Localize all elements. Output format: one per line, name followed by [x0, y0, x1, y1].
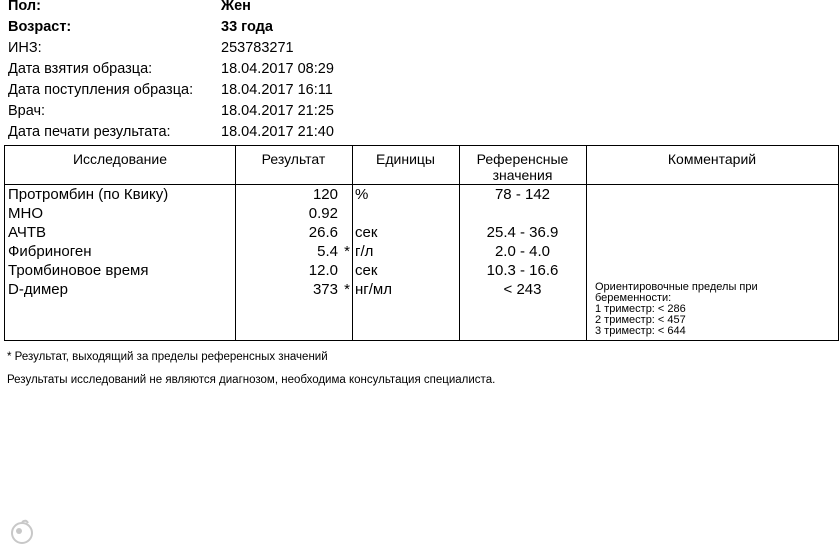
table-row — [5, 185, 838, 204]
test-unit: сек — [355, 262, 378, 279]
doctor-row — [8, 101, 608, 122]
test-name: Тромбиновое время — [8, 262, 149, 279]
print-date-value: 18.04.2017 21:40 — [221, 124, 334, 140]
test-reference: < 243 — [503, 281, 542, 298]
sample-received-row — [8, 80, 608, 101]
comment-line: 3 триместр: < 644 — [595, 325, 686, 337]
inz-row — [8, 38, 608, 59]
doctor-value: 18.04.2017 21:25 — [221, 103, 334, 119]
test-name: МНО — [8, 205, 43, 222]
sample-received-value: 18.04.2017 16:11 — [221, 82, 333, 98]
sample-taken-label: Дата взятия образца: — [8, 61, 153, 77]
header-comment: Комментарий — [667, 151, 757, 167]
comment-line: 1 триместр: < 286 — [595, 303, 686, 315]
sample-received-label: Дата поступления образца: — [8, 82, 194, 98]
test-name: Протромбин (по Квику) — [8, 186, 169, 203]
test-value: 120 — [312, 186, 338, 203]
out-of-range-flag: * — [344, 281, 350, 298]
table-row — [5, 261, 838, 280]
test-unit: % — [355, 186, 369, 203]
sex-value: Жен — [221, 0, 251, 14]
print-date-row — [8, 122, 608, 143]
age-value: 33 года — [221, 19, 273, 35]
inz-value: 253783271 — [221, 40, 294, 56]
out-of-range-note: * Результат, выходящий за пределы референсных значений — [7, 351, 328, 363]
results-table — [4, 145, 839, 341]
test-value: 26.6 — [308, 224, 338, 241]
disclaimer-note: Результаты исследований не являются диагнозом, необходима консультация специалиста. — [7, 374, 496, 386]
test-reference: 10.3 - 16.6 — [486, 262, 559, 279]
sex-label: Пол: — [8, 0, 41, 14]
comment-line: беременности: — [595, 292, 672, 304]
table-row — [5, 223, 838, 242]
print-date-label: Дата печати результата: — [8, 124, 171, 140]
test-value: 373 — [312, 281, 338, 298]
header-reference-line2: значения — [492, 167, 553, 183]
test-name: Фибриноген — [8, 243, 92, 260]
d-dimer-comment — [595, 282, 835, 337]
age-row — [8, 17, 608, 38]
test-unit: г/л — [355, 243, 374, 260]
comment-line: 2 триместр: < 457 — [595, 314, 686, 326]
test-value: 0.92 — [308, 205, 338, 222]
table-row — [5, 242, 838, 261]
inz-label: ИНЗ: — [8, 40, 42, 56]
sample-taken-row — [8, 59, 608, 80]
patient-info — [8, 0, 608, 143]
test-reference: 78 - 142 — [494, 186, 551, 203]
test-reference: 25.4 - 36.9 — [486, 224, 559, 241]
out-of-range-flag: * — [344, 243, 350, 260]
header-reference-line1: Референсные — [476, 151, 569, 167]
doctor-label: Врач: — [8, 103, 46, 119]
sample-taken-value: 18.04.2017 08:29 — [221, 61, 334, 77]
comment-line: Ориентировочные пределы при — [595, 281, 758, 293]
test-value: 5.4 — [317, 243, 338, 260]
age-label: Возраст: — [8, 19, 72, 35]
header-result: Результат — [261, 151, 326, 167]
watermark-logo-icon — [8, 518, 36, 546]
header-test: Исследование — [72, 151, 168, 167]
test-name: АЧТВ — [8, 224, 46, 241]
table-row — [5, 204, 838, 223]
header-reference — [459, 151, 586, 183]
test-name: D-димер — [8, 281, 68, 298]
test-unit: нг/мл — [355, 281, 392, 298]
test-value: 12.0 — [308, 262, 338, 279]
sex-row — [8, 0, 608, 17]
test-reference: 2.0 - 4.0 — [494, 243, 551, 260]
header-units: Единицы — [376, 151, 435, 167]
test-unit: сек — [355, 224, 378, 241]
